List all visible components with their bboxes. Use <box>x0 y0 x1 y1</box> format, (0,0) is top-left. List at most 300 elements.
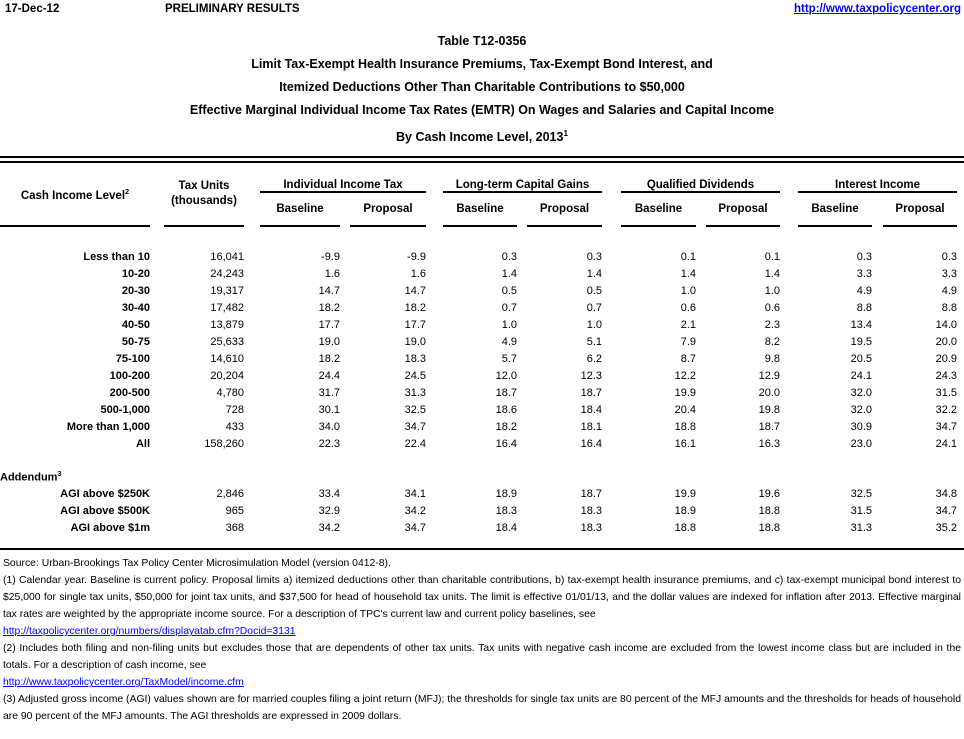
row-label: 30-40 <box>121 301 150 314</box>
table-cell: 34.1 <box>404 487 426 500</box>
column-gap <box>517 418 527 435</box>
table-number: Table T12-0356 <box>437 34 527 48</box>
table-cell: 32.0 <box>850 403 873 416</box>
table-cell: 24.4 <box>318 369 340 382</box>
table-cell: 34.2 <box>318 521 340 534</box>
table-cell: 0.7 <box>501 301 517 314</box>
footnote-link-2[interactable]: http://www.taxpolicycenter.org/TaxModel/income.cfm <box>3 677 244 689</box>
column-gap <box>872 384 883 401</box>
table-cell: 18.4 <box>580 403 602 416</box>
column-header-proposal: Proposal <box>706 192 780 226</box>
column-gap <box>872 333 883 350</box>
table-cell: 35.2 <box>935 521 958 534</box>
column-gap <box>957 333 964 350</box>
table-cell: 0.7 <box>586 301 602 314</box>
table-cell: 34.7 <box>404 521 426 534</box>
row-label: More than 1,000 <box>66 420 150 433</box>
column-gap <box>602 435 621 452</box>
table-cell: 18.3 <box>495 504 517 517</box>
source-note: Source: Urban-Brookings Tax Policy Center Microsimulation Model (version 0412-8). <box>3 558 391 570</box>
table-cell: 18.3 <box>580 504 602 517</box>
column-gap <box>244 282 260 299</box>
table-cell: 2,846 <box>216 487 244 500</box>
table-cell: 33.4 <box>318 487 340 500</box>
column-gap <box>872 248 883 265</box>
column-gap <box>340 282 350 299</box>
column-gap <box>426 367 443 384</box>
table-cell: 30.1 <box>318 403 340 416</box>
column-gap <box>780 435 798 452</box>
column-gap <box>602 418 621 435</box>
preliminary-results-label: PRELIMINARY RESULTS <box>165 3 300 15</box>
column-gap <box>426 435 443 452</box>
column-gap <box>426 485 443 502</box>
table-cell: 24,243 <box>210 267 244 280</box>
column-gap <box>340 401 350 418</box>
table-cell: -9.9 <box>321 250 340 263</box>
column-gap <box>696 435 706 452</box>
column-gap <box>872 485 883 502</box>
table-cell: 18.7 <box>495 386 517 399</box>
column-gap <box>517 333 527 350</box>
column-gap <box>602 248 621 265</box>
column-gap <box>602 401 621 418</box>
column-gap <box>244 485 260 502</box>
table-cell: 22.3 <box>318 437 340 450</box>
column-gap <box>426 282 443 299</box>
column-header-cash-income-level: Cash Income Level$^2$ <box>0 163 150 226</box>
column-gap <box>426 163 443 226</box>
column-gap <box>426 248 443 265</box>
table-cell: 0.3 <box>586 250 602 263</box>
column-gap <box>426 265 443 282</box>
table-cell: 18.8 <box>674 420 696 433</box>
column-gap <box>244 502 260 519</box>
group-header-row <box>0 163 964 192</box>
group-header-interest-income: Interest Income <box>798 163 957 192</box>
column-gap <box>150 435 164 452</box>
column-gap <box>780 485 798 502</box>
column-gap <box>872 350 883 367</box>
column-gap <box>150 519 164 536</box>
column-gap <box>957 163 964 226</box>
table-cell: 13.4 <box>850 318 873 331</box>
table-cell: 20.9 <box>935 352 958 365</box>
column-gap <box>426 418 443 435</box>
column-gap <box>957 384 964 401</box>
column-gap <box>244 316 260 333</box>
column-gap <box>872 265 883 282</box>
row-label: 40-50 <box>121 318 150 331</box>
row-label: 75-100 <box>115 352 150 365</box>
table-cell: 18.9 <box>495 487 517 500</box>
table-cell: 6.2 <box>586 352 602 365</box>
table-cell: 12.0 <box>495 369 517 382</box>
table-cell: 0.1 <box>680 250 696 263</box>
column-gap <box>426 350 443 367</box>
column-gap <box>244 418 260 435</box>
table-cell: 19,317 <box>210 284 244 297</box>
table-cell: 20.0 <box>935 335 958 348</box>
column-gap <box>696 418 706 435</box>
column-gap <box>150 248 164 265</box>
table-cell: 2.3 <box>764 318 781 331</box>
table-cell: 31.3 <box>404 386 426 399</box>
table-cell: 1.6 <box>410 267 426 280</box>
table-cell: 31.3 <box>850 521 873 534</box>
table-body <box>0 226 964 549</box>
column-gap <box>244 367 260 384</box>
column-gap <box>872 192 883 226</box>
table-cell: 19.9 <box>674 487 696 500</box>
table-cell: 24.3 <box>935 369 958 382</box>
table-cell: 0.3 <box>501 250 517 263</box>
group-header-qualified-dividends: Qualified Dividends <box>621 163 780 192</box>
table-cell: 16.4 <box>495 437 517 450</box>
column-gap <box>517 316 527 333</box>
table-cell: 14.7 <box>404 284 426 297</box>
column-gap <box>150 367 164 384</box>
column-gap <box>602 350 621 367</box>
table-cell: 25,633 <box>210 335 244 348</box>
column-gap <box>150 316 164 333</box>
addendum-label: Addendum$^3$ <box>0 469 62 484</box>
table-cell: 32.5 <box>850 487 873 500</box>
table-cell: 9.8 <box>764 352 781 365</box>
table-cell: 34.7 <box>935 420 958 433</box>
table-cell: 158,260 <box>204 437 244 450</box>
column-gap <box>780 367 798 384</box>
row-label: AGI above $1m <box>70 521 150 534</box>
column-gap <box>150 350 164 367</box>
table-cell: 8.7 <box>680 352 696 365</box>
column-header-baseline: Baseline <box>798 192 872 226</box>
column-gap <box>957 265 964 282</box>
column-gap <box>340 316 350 333</box>
column-gap <box>602 163 621 226</box>
column-gap <box>872 435 883 452</box>
column-gap <box>150 333 164 350</box>
group-header-long-term-capital-gains: Long-term Capital Gains <box>443 163 602 192</box>
table-cell: 4,780 <box>216 386 244 399</box>
table-cell: 12.9 <box>758 369 781 382</box>
table-cell: 16.1 <box>674 437 696 450</box>
table-row <box>0 333 964 350</box>
table-cell: 20.4 <box>674 403 696 416</box>
table-cell: 4.9 <box>501 335 517 348</box>
column-gap <box>426 384 443 401</box>
table-cell: 18.9 <box>674 504 696 517</box>
column-gap <box>872 502 883 519</box>
table-cell: 32.9 <box>318 504 340 517</box>
footnote-2: (2) Includes both filing and non-filing units but excludes those that are dependents of other tax units. Tax units with negative cash income are excluded from the lowest income class but are included in the totals. For a description of cash income, see <box>3 643 961 672</box>
table-row <box>0 350 964 367</box>
column-gap <box>696 282 706 299</box>
table-cell: 5.7 <box>501 352 517 365</box>
table-cell: 18.1 <box>580 420 602 433</box>
column-gap <box>244 163 260 226</box>
column-gap <box>696 384 706 401</box>
table-cell: 20,204 <box>210 369 244 382</box>
column-gap <box>602 367 621 384</box>
table-cell: 0.1 <box>764 250 781 263</box>
column-header-proposal: Proposal <box>883 192 957 226</box>
column-gap <box>780 163 798 226</box>
column-gap <box>340 384 350 401</box>
column-gap <box>517 282 527 299</box>
table-cell: 0.6 <box>764 301 781 314</box>
column-gap <box>602 265 621 282</box>
table-cell: 34.8 <box>935 487 958 500</box>
row-label: AGI above $250K <box>60 487 150 500</box>
column-header-baseline: Baseline <box>621 192 696 226</box>
column-gap <box>780 519 798 536</box>
column-gap <box>780 418 798 435</box>
column-gap <box>957 350 964 367</box>
column-gap <box>602 502 621 519</box>
spacer-row <box>0 226 964 248</box>
table-row <box>0 519 964 536</box>
site-link[interactable]: http://www.taxpolicycenter.org <box>794 3 961 15</box>
row-label: Less than 10 <box>83 250 150 263</box>
table-cell: 19.6 <box>758 487 781 500</box>
column-gap <box>602 485 621 502</box>
table-cell: 1.0 <box>586 318 602 331</box>
group-header-individual-income-tax: Individual Income Tax <box>260 163 426 192</box>
footnote-1: (1) Calendar year. Baseline is current policy. Proposal limits a) itemized deductions other than charitable contributions, b) tax-exempt health insurance premiums, and c) tax-exempt municipal bond interest to $25,000 for single tax units, $50,000 for joint tax units, and $37,500 for head of household tax units. The limit is effective 01/01/13, and the dollar values are indexed for inflation after 2013. Effective marginal tax rates are weighted by the appropriate income source. For a description of TPC's current law and current policy baselines, see <box>3 575 961 621</box>
column-gap <box>340 418 350 435</box>
row-label: 20-30 <box>121 284 150 297</box>
table-row <box>0 502 964 519</box>
column-gap <box>696 485 706 502</box>
column-gap <box>517 299 527 316</box>
column-gap <box>957 282 964 299</box>
table-cell: 1.4 <box>764 267 781 280</box>
column-gap <box>340 248 350 265</box>
table-row <box>0 384 964 401</box>
table-cell: 18.7 <box>580 386 602 399</box>
column-gap <box>340 192 350 226</box>
title-line-2: Itemized Deductions Other Than Charitable Contributions to $50,000 <box>279 80 685 94</box>
table-cell: 32.2 <box>935 403 958 416</box>
column-gap <box>957 435 964 452</box>
column-gap <box>340 435 350 452</box>
table-cell: 1.6 <box>324 267 340 280</box>
table-cell: 34.2 <box>404 504 426 517</box>
column-gap <box>957 485 964 502</box>
table-cell: 24.5 <box>404 369 426 382</box>
table-cell: 3.3 <box>941 267 958 280</box>
table-cell: 18.2 <box>404 301 426 314</box>
column-gap <box>340 367 350 384</box>
column-gap <box>340 502 350 519</box>
report-date: 17-Dec-12 <box>5 3 60 15</box>
table-row <box>0 248 964 265</box>
column-gap <box>150 384 164 401</box>
column-gap <box>340 299 350 316</box>
table-cell: 0.5 <box>501 284 517 297</box>
table-cell: 31.5 <box>850 504 873 517</box>
table-cell: 22.4 <box>404 437 426 450</box>
table-row <box>0 485 964 502</box>
table-cell: 728 <box>225 403 244 416</box>
title-line-1: Limit Tax-Exempt Health Insurance Premiums, Tax-Exempt Bond Interest, and <box>251 57 713 71</box>
table-cell: 0.3 <box>856 250 873 263</box>
column-gap <box>780 265 798 282</box>
table-cell: 16.4 <box>580 437 602 450</box>
column-gap <box>780 502 798 519</box>
column-gap <box>244 519 260 536</box>
cash-income-footnote-marker: 2 <box>125 186 130 196</box>
column-gap <box>696 299 706 316</box>
column-gap <box>517 435 527 452</box>
table-row <box>0 299 964 316</box>
title-footnote-marker: 1 <box>563 129 568 138</box>
table-cell: 1.0 <box>680 284 696 297</box>
table-cell: 24.1 <box>935 437 958 450</box>
table-cell: 17,482 <box>210 301 244 314</box>
column-gap <box>957 316 964 333</box>
column-gap <box>517 401 527 418</box>
table-cell: 1.4 <box>501 267 517 280</box>
table-cell: 18.8 <box>758 521 781 534</box>
table-cell: 16.3 <box>758 437 781 450</box>
column-gap <box>602 299 621 316</box>
row-label: 100-200 <box>109 369 150 382</box>
table-cell: 18.3 <box>404 352 426 365</box>
column-gap <box>244 401 260 418</box>
table-cell: 4.9 <box>941 284 958 297</box>
row-label: All <box>135 437 150 450</box>
table-cell: 14,610 <box>210 352 244 365</box>
column-gap <box>696 519 706 536</box>
table-cell: 5.1 <box>586 335 602 348</box>
column-gap <box>150 265 164 282</box>
column-gap <box>957 502 964 519</box>
column-gap <box>696 367 706 384</box>
column-gap <box>780 350 798 367</box>
table-cell: 18.7 <box>758 420 781 433</box>
column-gap <box>340 519 350 536</box>
column-gap <box>244 350 260 367</box>
column-gap <box>696 316 706 333</box>
column-gap <box>517 248 527 265</box>
column-gap <box>872 316 883 333</box>
table-row <box>0 316 964 333</box>
table-header <box>0 163 964 226</box>
column-gap <box>696 401 706 418</box>
column-gap <box>872 519 883 536</box>
column-gap <box>244 435 260 452</box>
table-cell: 19.0 <box>404 335 426 348</box>
row-label: 200-500 <box>109 386 150 399</box>
column-gap <box>696 350 706 367</box>
column-gap <box>150 485 164 502</box>
column-gap <box>602 333 621 350</box>
table-cell: 8.8 <box>856 301 873 314</box>
table-cell: 1.0 <box>764 284 781 297</box>
column-header-baseline: Baseline <box>443 192 517 226</box>
column-gap <box>340 350 350 367</box>
column-gap <box>244 384 260 401</box>
table-cell: 8.2 <box>764 335 781 348</box>
column-gap <box>696 333 706 350</box>
column-gap <box>780 384 798 401</box>
column-gap <box>696 248 706 265</box>
row-label: AGI above $500K <box>60 504 150 517</box>
table-row <box>0 418 964 435</box>
table-cell: 0.3 <box>941 250 958 263</box>
column-gap <box>780 333 798 350</box>
column-gap <box>957 401 964 418</box>
column-gap <box>602 282 621 299</box>
table-cell: 31.7 <box>318 386 340 399</box>
table-cell: 17.7 <box>404 318 426 331</box>
column-gap <box>780 248 798 265</box>
column-gap <box>517 265 527 282</box>
column-header-baseline: Baseline <box>260 192 340 226</box>
row-label: 500-1,000 <box>100 403 150 416</box>
footnotes-block <box>0 550 964 725</box>
table-cell: 1.4 <box>680 267 696 280</box>
column-gap <box>150 299 164 316</box>
column-gap <box>244 248 260 265</box>
column-gap <box>150 163 164 226</box>
column-gap <box>602 519 621 536</box>
table-cell: 14.7 <box>318 284 340 297</box>
footnote-3: (3) Adjusted gross income (AGI) values shown are for married couples filing a joint return (MFJ); the thresholds for single tax units are 80 percent of the MFJ amounts and the thresholds for heads of household are 90 percent of the MFJ amounts. The AGI thresholds are expressed in 2009 dollars. <box>3 694 961 723</box>
column-gap <box>957 418 964 435</box>
column-gap <box>780 316 798 333</box>
table-cell: 18.8 <box>674 521 696 534</box>
table-cell: 18.2 <box>318 352 340 365</box>
table-cell: 19.9 <box>674 386 696 399</box>
spacer-row <box>0 536 964 549</box>
table-row <box>0 435 964 452</box>
table-cell: 19.0 <box>318 335 340 348</box>
column-gap <box>517 350 527 367</box>
table-cell: 0.5 <box>586 284 602 297</box>
column-gap <box>780 299 798 316</box>
table-cell: 12.2 <box>674 369 696 382</box>
table-cell: 433 <box>225 420 244 433</box>
column-gap <box>426 299 443 316</box>
table-cell: 18.2 <box>318 301 340 314</box>
column-gap <box>957 248 964 265</box>
table-cell: 12.3 <box>580 369 602 382</box>
column-gap <box>340 265 350 282</box>
table-cell: 18.6 <box>495 403 517 416</box>
table-cell: 18.7 <box>580 487 602 500</box>
row-label: 50-75 <box>121 335 150 348</box>
table-cell: 18.2 <box>495 420 517 433</box>
footnote-link-1[interactable]: http://taxpolicycenter.org/numbers/displayatab.cfm?Docid=3131 <box>3 626 296 638</box>
addendum-heading-row <box>0 468 964 485</box>
column-header-proposal: Proposal <box>350 192 426 226</box>
column-header-proposal: Proposal <box>527 192 602 226</box>
column-gap <box>517 192 527 226</box>
column-gap <box>426 519 443 536</box>
emtr-table <box>0 163 964 550</box>
column-gap <box>426 401 443 418</box>
addendum-footnote-marker: 3 <box>57 469 62 478</box>
column-gap <box>244 333 260 350</box>
column-gap <box>957 367 964 384</box>
column-gap <box>517 384 527 401</box>
column-gap <box>340 485 350 502</box>
table-cell: 2.1 <box>680 318 696 331</box>
title-block <box>0 30 964 149</box>
